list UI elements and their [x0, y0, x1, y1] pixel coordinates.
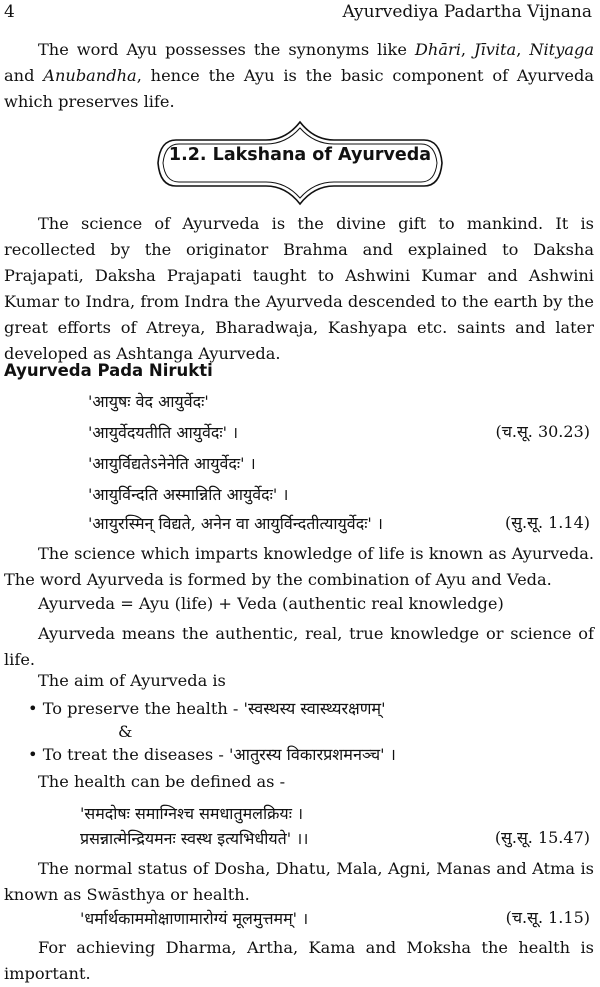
final-paragraph: For achieving Dharma, Artha, Kama and Moksha the health is important. — [4, 938, 594, 983]
verse-5-reference: (सु.सू. 1.14) — [505, 513, 590, 532]
running-title: Ayurvediya Padartha Vijnana — [342, 2, 592, 22]
bullet-icon: • — [28, 745, 38, 764]
synonym-anubandha: Anubandha — [43, 66, 137, 85]
bullet-icon: • — [28, 699, 38, 718]
intro-comma-2: , — [516, 40, 530, 59]
section-title: 1.2. Lakshana of Ayurveda — [168, 145, 432, 165]
normal-status-paragraph: The normal status of Dosha, Dhatu, Mala, Agni, Manas and Atma is known as Swāsthya or health. — [4, 859, 594, 904]
dharma-verse: 'धर्मार्थकाममोक्षाणामारोग्यं मूलमुत्तमम्' । — [80, 909, 309, 928]
page-number: 4 — [4, 2, 15, 22]
means-paragraph: Ayurveda means the authentic, real, true knowledge or science of life. — [4, 624, 594, 669]
verse-5: 'आयुरस्मिन् विद्यते, अनेन वा आयुर्विन्दतीत्यायुर्वेदः' । — [88, 514, 383, 533]
synonym-nityaga: Nityaga — [529, 40, 594, 59]
section-banner — [146, 118, 454, 208]
health-verse-reference: (सु.सू. 15.47) — [494, 828, 590, 847]
health-verse-line-2: प्रसन्नात्मेन्द्रियमनः स्वस्थ इत्यभिधीयते' ।। — [80, 829, 309, 848]
health-verse-line-1: 'समदोषः समाग्निश्च समधातुमलक्रियः । — [80, 804, 304, 823]
ampersand: & — [118, 722, 133, 741]
verse-4: 'आयुर्विन्दति अस्मान्निति आयुर्वेदः' । — [88, 485, 289, 504]
science-paragraph: The science of Ayurveda is the divine gift to mankind. It is recollected by the originator Brahma and explained to Daksha Prajapati, Daksha Prajapati taught to Ashwini Kumar and Ashwini Kumar to Indra, from Indra the Ayurveda descended to the earth by the great efforts of Atreya, Bharadwaja, Kashyapa etc. saints and later developed as Ashtanga Ayurveda. — [4, 214, 594, 363]
intro-text-a: The word Ayu possesses the synonyms like — [38, 40, 415, 59]
intro-text-b: and — [4, 66, 35, 85]
verse-3: 'आयुर्विद्यतेऽनेनेति आयुर्वेदः' । — [88, 454, 256, 473]
dharma-verse-reference: (च.सू. 1.15) — [505, 908, 590, 927]
equation-line: Ayurveda = Ayu (life) + Veda (authentic real knowledge) — [38, 594, 504, 613]
synonym-jivita: Jīvita — [474, 40, 517, 59]
aim-item-preserve — [28, 696, 386, 722]
verse-2-reference: (च.सू. 30.23) — [495, 422, 590, 441]
aim-item-treat — [28, 742, 396, 768]
subheading-nirukti: Ayurveda Pada Nirukti — [4, 361, 213, 380]
intro-text-c: , hence the Ayu is the basic component of Ayurveda which preserves life. — [4, 66, 594, 111]
intro-comma-1: , — [460, 40, 475, 59]
intro-paragraph — [4, 37, 594, 115]
verse-2: 'आयुर्वेदयतीति आयुर्वेदः' । — [88, 423, 239, 442]
imparts-paragraph: The science which imparts knowledge of life is known as Ayurveda. The word Ayurveda is formed by the combination of Ayu and Veda. — [4, 544, 594, 589]
synonym-dhari: Dhāri — [414, 40, 461, 59]
aim-intro: The aim of Ayurveda is — [38, 671, 226, 690]
health-definition-intro: The health can be defined as - — [38, 772, 286, 791]
aim-text-preserve: To preserve the health - 'स्वस्थस्य स्वास्थ्यरक्षणम्' — [42, 699, 386, 718]
aim-text-treat: To treat the diseases - 'आतुरस्य विकारप्रशमनञ्च' । — [42, 745, 396, 764]
verse-1: 'आयुषः वेद आयुर्वेदः' — [88, 392, 209, 411]
